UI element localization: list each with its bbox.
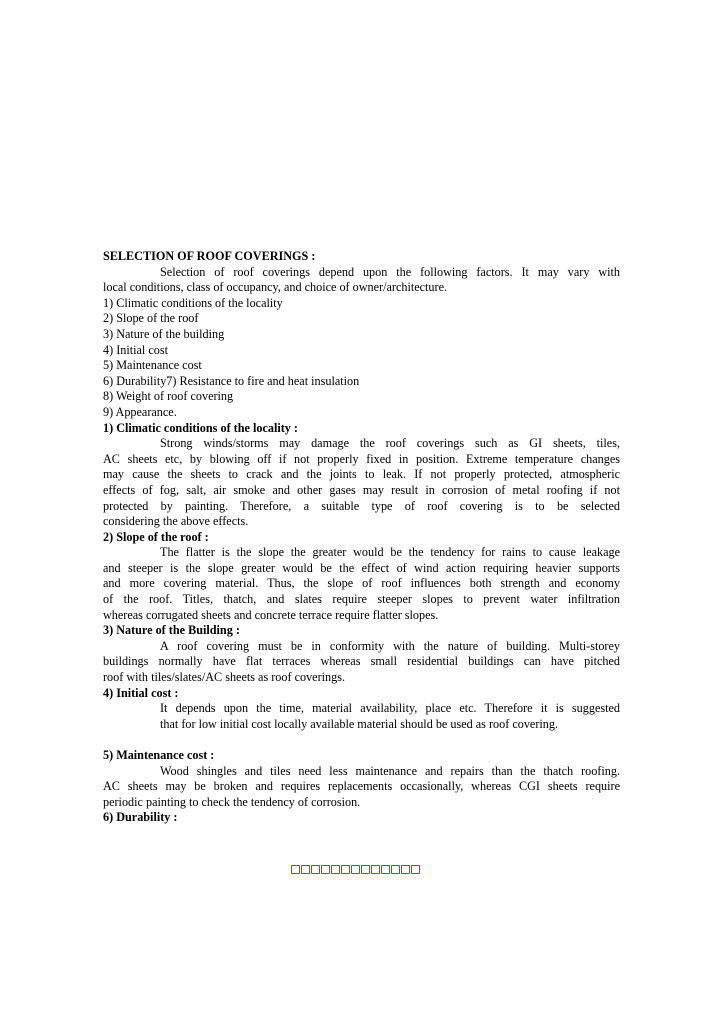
- paragraph-line: Strong winds/storms may damage the roof coverings such as GI sheets, tiles,: [160, 436, 620, 451]
- missing-glyph-box: [321, 865, 330, 874]
- missing-glyph-box: [301, 865, 310, 874]
- paragraph-line: that for low initial cost locally available material should be used as roof covering.: [160, 716, 559, 731]
- paragraph-line: 8) Weight of roof covering: [103, 389, 234, 404]
- paragraph-line: periodic painting to check the tendency of corrosion.: [103, 794, 361, 809]
- paragraph-line: protected by painting. Therefore, a suitable type of roof covering is to be selected: [103, 498, 620, 513]
- missing-glyph-box: [361, 865, 370, 874]
- section-heading: 3) Nature of the Building :: [103, 623, 240, 638]
- section-heading: 2) Slope of the roof :: [103, 529, 209, 544]
- paragraph-line: 5) Maintenance cost: [103, 358, 202, 373]
- missing-glyph-box: [411, 865, 420, 874]
- document-body: [103, 249, 620, 826]
- paragraph-line: 1) Climatic conditions of the locality: [103, 295, 283, 310]
- missing-glyph-box: [351, 865, 360, 874]
- blank-line: [103, 732, 620, 748]
- section-heading: 4) Initial cost :: [103, 685, 179, 700]
- paragraph-line: considering the above effects.: [103, 514, 249, 529]
- paragraph-line: and more covering material. Thus, the slope of roof influences both strength and economy: [103, 576, 620, 591]
- paragraph-line: whereas corrugated sheets and concrete terrace require flatter slopes.: [103, 607, 439, 622]
- paragraph-line: 6) Durability7) Resistance to fire and heat insulation: [103, 373, 360, 388]
- paragraph-line: 4) Initial cost: [103, 342, 168, 357]
- section-heading: 5) Maintenance cost :: [103, 748, 215, 762]
- paragraph-line: roof with tiles/slates/AC sheets as roof coverings.: [103, 670, 346, 685]
- paragraph-line: may cause the sheets to crack and the joints to leak. If not properly protected, atmospheric: [103, 467, 620, 482]
- missing-glyph-box: [341, 865, 350, 874]
- missing-glyph-box: [381, 865, 390, 874]
- section-heading: SELECTION OF ROOF COVERINGS :: [103, 249, 316, 263]
- paragraph-line: buildings normally have flat terraces whereas small residential buildings can have pitched: [103, 654, 620, 669]
- section-heading: 6) Durability :: [103, 810, 178, 825]
- paragraph-line: and steeper is the slope greater would be the effect of wind action requiring heavier supports: [103, 560, 620, 575]
- missing-glyph-box: [371, 865, 380, 874]
- missing-glyph-box: [311, 865, 320, 874]
- paragraph-line: AC sheets etc, by blowing off if not properly fixed in position. Extreme temperature changes: [103, 451, 620, 466]
- paragraph-line: A roof covering must be in conformity with the nature of building. Multi-storey: [160, 638, 620, 653]
- paragraph-line: The flatter is the slope the greater would be the tendency for rains to cause leakage: [160, 545, 620, 560]
- paragraph-line: Selection of roof coverings depend upon the following factors. It may vary with: [160, 264, 620, 279]
- paragraph-line: It depends upon the time, material availability, place etc. Therefore it is suggested: [160, 701, 620, 716]
- missing-glyph-box: [331, 865, 340, 874]
- missing-glyph-box: [401, 865, 410, 874]
- paragraph-line: Wood shingles and tiles need less maintenance and repairs than the thatch roofing.: [160, 763, 620, 778]
- paragraph-line: 2) Slope of the roof: [103, 311, 199, 326]
- footer-placeholder-glyphs: [291, 865, 420, 877]
- missing-glyph-box: [391, 865, 400, 874]
- paragraph-line: effects of fog, salt, air smoke and other gases may result in corrosion of metal roofing if not: [103, 482, 620, 497]
- paragraph-line: of the roof. Titles, thatch, and slates require steeper slopes to prevent water infiltration: [103, 592, 620, 607]
- paragraph-line: local conditions, class of occupancy, and choice of owner/architecture.: [103, 280, 448, 295]
- paragraph-line: 3) Nature of the building: [103, 326, 225, 341]
- paragraph-line: AC sheets may be broken and requires replacements occasionally, whereas CGI sheets require: [103, 779, 620, 794]
- section-heading: 1) Climatic conditions of the locality :: [103, 420, 298, 435]
- missing-glyph-box: [291, 865, 300, 874]
- paragraph-line: 9) Appearance.: [103, 404, 177, 419]
